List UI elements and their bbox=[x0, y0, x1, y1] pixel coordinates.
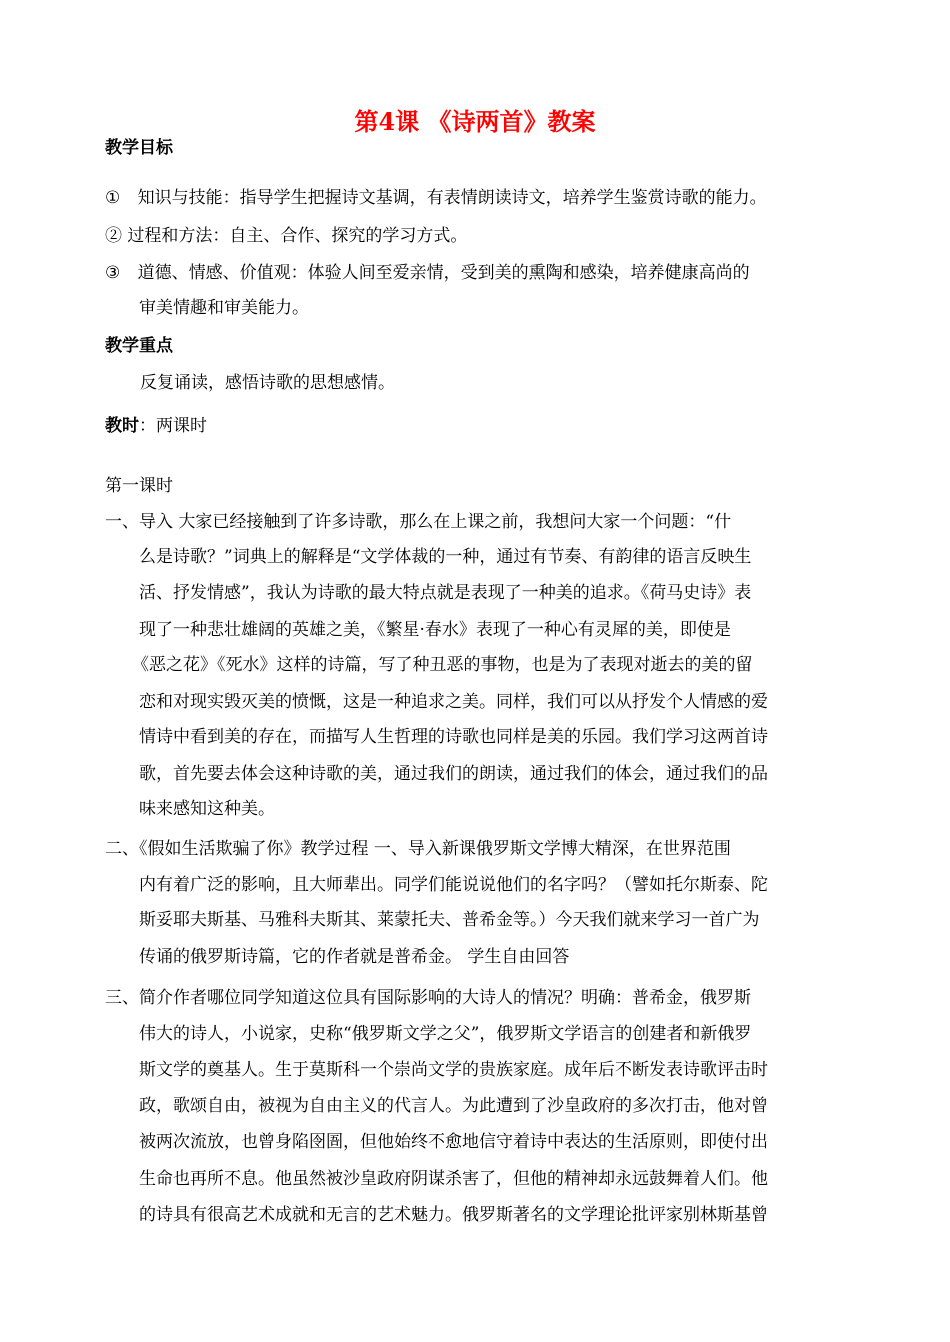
goal-marker: ① bbox=[105, 188, 121, 208]
section-line: 一、导入 大家已经接触到了许多诗歌，那么在上课之前，我想问大家一个问题：“什 bbox=[105, 512, 732, 532]
section-line: 斯妥耶夫斯基、马雅科夫斯其、莱蒙托夫、普希金等。）今天我们就来学习一首广为 bbox=[139, 910, 760, 930]
goal-item-3 bbox=[105, 261, 750, 285]
section-line: 现了一种悲壮雄阔的英雄之美，《繁星·春水》表现了一种心有灵犀的美，即使是 bbox=[139, 620, 731, 640]
goal-text: 道德、情感、价值观：体验人间至爱亲情，受到美的熏陶和感染，培养健康高尚的 bbox=[137, 263, 750, 283]
section-line: 传诵的俄罗斯诗篇，它的作者就是普希金。 学生自由回答 bbox=[139, 947, 570, 967]
goal-item-2 bbox=[105, 224, 467, 248]
section-line: 被两次流放，也曾身陷囹圄，但他始终不愈地信守着诗中表达的生活原则，即使付出 bbox=[139, 1132, 768, 1152]
section-line: 味来感知这种美。 bbox=[139, 799, 275, 819]
section-line: 活、抒发情感”，我认为诗歌的最大特点就是表现了一种美的追求。《荷马史诗》表 bbox=[139, 583, 752, 603]
section-line: 斯文学的奠基人。生于莫斯科一个崇尚文学的贵族家庭。成年后不断发表诗歌评击时 bbox=[139, 1060, 768, 1080]
goal-text-continued: 审美情趣和审美能力。 bbox=[139, 298, 309, 318]
goal-marker: ③ bbox=[105, 263, 121, 283]
section-line: 三、简介作者哪位同学知道这位具有国际影响的大诗人的情况？明确：普希金，俄罗斯 bbox=[105, 988, 751, 1008]
section-line: 内有着广泛的影响，且大师辈出。同学们能说说他们的名字吗？（譬如托尔斯泰、陀 bbox=[139, 875, 768, 895]
section-line: 歌，首先要去体会这种诗歌的美，通过我们的朗读，通过我们的体会，通过我们的品 bbox=[139, 764, 768, 784]
section-line: 么是诗歌？”词典上的解释是“文学体裁的一种，通过有节奏、有韵律的语言反映生 bbox=[139, 547, 752, 567]
goals-heading: 教学目标 bbox=[105, 138, 173, 158]
section-line: 的诗具有很高艺术成就和无言的艺术魅力。俄罗斯著名的文学理论批评家别林斯基曾 bbox=[139, 1205, 768, 1225]
section-line: 《恶之花》《死水》这样的诗篇，写了种丑恶的事物，也是为了表现对逝去的美的留 bbox=[132, 655, 753, 675]
section-line: 生命也再所不息。他虽然被沙皇政府阴谋杀害了，但他的精神却永远鼓舞着人们。他 bbox=[139, 1169, 768, 1189]
section-line: 伟大的诗人，小说家，史称“俄罗斯文学之父”，俄罗斯文学语言的创建者和新俄罗 bbox=[139, 1024, 752, 1044]
goal-text: 知识与技能：指导学生把握诗文基调，有表情朗读诗文，培养学生鉴赏诗歌的能力。 bbox=[137, 188, 767, 208]
class-time-value: ：两课时 bbox=[139, 416, 207, 436]
key-points-heading: 教学重点 bbox=[105, 336, 173, 356]
class-time-label: 教时 bbox=[105, 416, 139, 436]
goal-text: 过程和方法：自主、合作、探究的学习方式。 bbox=[127, 226, 468, 246]
section-line: 恋和对现实毁灭美的愤慨，这是一种追求之美。同样，我们可以从抒发个人情感的爱 bbox=[139, 692, 768, 712]
section-line: 政，歌颂自由，被视为自由主义的代言人。为此遭到了沙皇政府的多次打击，他对曾 bbox=[139, 1096, 768, 1116]
lesson1-heading: 第一课时 bbox=[105, 476, 173, 496]
section-line: 情诗中看到美的存在，而描写人生哲理的诗歌也同样是美的乐园。我们学习这两首诗 bbox=[139, 727, 768, 747]
goal-item-1 bbox=[105, 186, 767, 210]
key-points-text: 反复诵读，感悟诗歌的思想感情。 bbox=[140, 373, 395, 393]
page-title: 第4课 《诗两首》教案 bbox=[354, 107, 596, 136]
section-line: 二、《假如生活欺骗了你》教学过程 一、导入新课俄罗斯文学博大精深，在世界范围 bbox=[105, 839, 731, 859]
class-time bbox=[105, 414, 207, 438]
goal-marker: ② bbox=[105, 226, 122, 246]
